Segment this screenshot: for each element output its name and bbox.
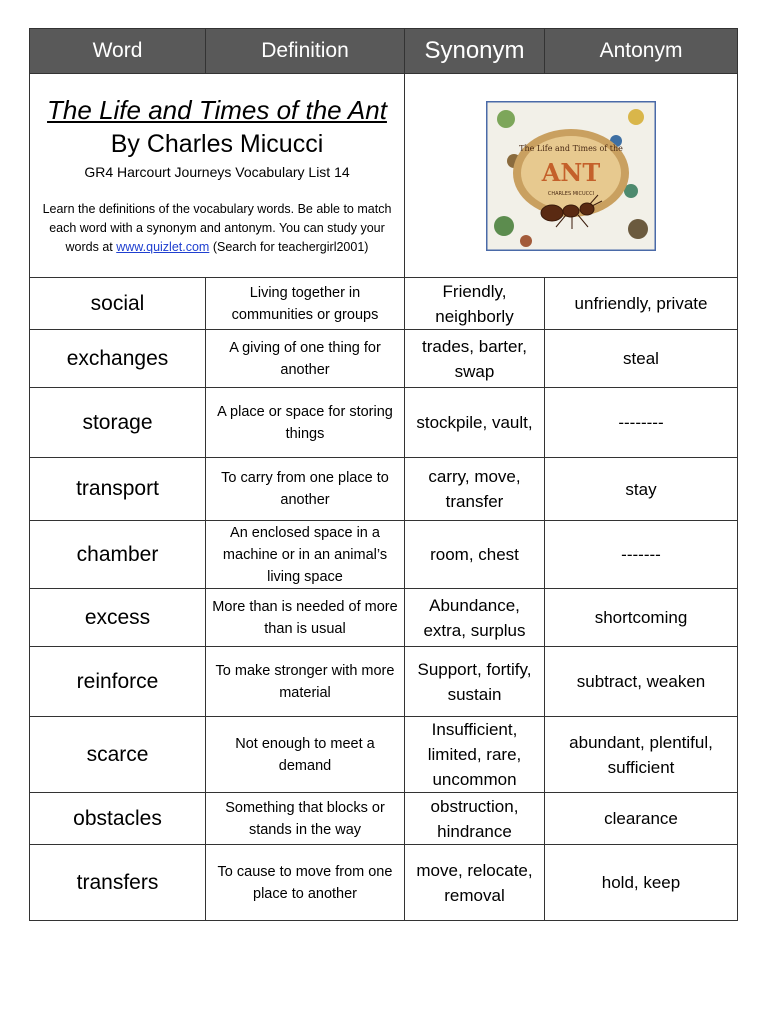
word-cell: social xyxy=(30,278,206,330)
synonym-cell: room, chest xyxy=(405,521,545,589)
table-row xyxy=(30,330,738,388)
word-cell: chamber xyxy=(30,521,206,589)
word-cell: exchanges xyxy=(30,330,206,388)
synonym-cell: Friendly, neighborly xyxy=(405,278,545,330)
instructions-text: Learn the definitions of the vocabulary words. Be able to match each word with a synonym and antonym. You can study your words at xyxy=(42,202,392,254)
table-row xyxy=(30,845,738,921)
table-row xyxy=(30,388,738,458)
synonym-cell: move, relocate, removal xyxy=(405,845,545,921)
definition-cell: To carry from one place to another xyxy=(206,458,405,521)
table-row xyxy=(30,793,738,845)
book-title: The Life and Times of the Ant xyxy=(47,95,387,125)
word-cell: scarce xyxy=(30,717,206,793)
definition-cell: Living together in communities or groups xyxy=(206,278,405,330)
instructions-search-text: (Search for teachergirl2001) xyxy=(209,240,369,254)
book-cover-image xyxy=(486,101,656,251)
definition-cell: Something that blocks or stands in the way xyxy=(206,793,405,845)
word-cell: storage xyxy=(30,388,206,458)
book-cover-cell xyxy=(405,74,738,278)
table-row xyxy=(30,458,738,521)
definition-cell: A giving of one thing for another xyxy=(206,330,405,388)
column-header-antonym: Antonym xyxy=(545,29,738,74)
book-author: By Charles Micucci xyxy=(110,130,324,158)
definition-cell: To make stronger with more material xyxy=(206,647,405,717)
word-cell: reinforce xyxy=(30,647,206,717)
antonym-cell: hold, keep xyxy=(545,845,738,921)
definition-cell: An enclosed space in a machine or in an animal’s living space xyxy=(206,521,405,589)
synonym-cell: Abundance, extra, surplus xyxy=(405,589,545,647)
vocabulary-list-name: GR4 Harcourt Journeys Vocabulary List 14 xyxy=(84,164,350,180)
table-row xyxy=(30,278,738,330)
synonym-cell: obstruction, hindrance xyxy=(405,793,545,845)
definition-cell: To cause to move from one place to another xyxy=(206,845,405,921)
column-header-row xyxy=(30,29,738,74)
synonym-cell: carry, move, transfer xyxy=(405,458,545,521)
synonym-cell: Support, fortify, sustain xyxy=(405,647,545,717)
antonym-cell: ------- xyxy=(545,521,738,589)
synonym-cell: trades, barter, swap xyxy=(405,330,545,388)
word-cell: obstacles xyxy=(30,793,206,845)
antonym-cell: unfriendly, private xyxy=(545,278,738,330)
word-cell: transport xyxy=(30,458,206,521)
word-cell: transfers xyxy=(30,845,206,921)
quizlet-link[interactable]: www.quizlet.com xyxy=(116,240,210,254)
table-row xyxy=(30,717,738,793)
cover-author: CHARLES MICUCCI xyxy=(547,190,595,197)
antonym-cell: steal xyxy=(545,330,738,388)
column-header-word: Word xyxy=(30,29,206,74)
antonym-cell: shortcoming xyxy=(545,589,738,647)
antonym-cell: stay xyxy=(545,458,738,521)
table-row xyxy=(30,589,738,647)
antonym-cell: clearance xyxy=(545,793,738,845)
definition-cell: Not enough to meet a demand xyxy=(206,717,405,793)
cover-small-title: The Life and Times of the xyxy=(519,143,623,153)
vocabulary-sheet xyxy=(29,28,737,921)
word-cell: excess xyxy=(30,589,206,647)
title-block xyxy=(30,74,405,278)
antonym-cell: -------- xyxy=(545,388,738,458)
vocabulary-table xyxy=(29,28,738,921)
instructions xyxy=(36,200,398,257)
column-header-synonym: Synonym xyxy=(405,29,545,74)
cover-ant-title: ANT xyxy=(541,157,601,187)
antonym-cell: subtract, weaken xyxy=(545,647,738,717)
synonym-cell: stockpile, vault, xyxy=(405,388,545,458)
definition-cell: A place or space for storing things xyxy=(206,388,405,458)
column-header-definition: Definition xyxy=(206,29,405,74)
table-row xyxy=(30,647,738,717)
definition-cell: More than is needed of more than is usual xyxy=(206,589,405,647)
synonym-cell: Insufficient, limited, rare, uncommon xyxy=(405,717,545,793)
header-row xyxy=(30,74,738,278)
table-row xyxy=(30,521,738,589)
antonym-cell: abundant, plentiful, sufficient xyxy=(545,717,738,793)
